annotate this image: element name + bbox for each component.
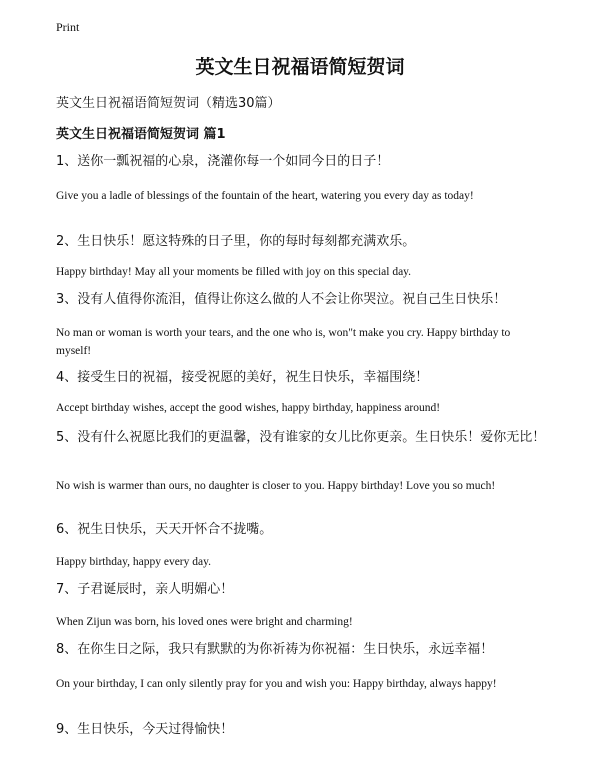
chinese-line-4: 4、接受生日的祝福，接受祝愿的美好，祝生日快乐，幸福围绕！ <box>56 370 429 385</box>
section-heading: 英文生日祝福语简短贺词 篇1 <box>56 127 226 142</box>
chinese-line-8: 8、在你生日之际，我只有默默的为你祈祷为你祝福：生日快乐，永远幸福！ <box>56 642 494 657</box>
chinese-line-3: 3、没有人值得你流泪，值得让你这么做的人不会让你哭泣。祝自己生日快乐！ <box>56 292 507 307</box>
chinese-line-7: 7、子君诞辰时，亲人明媚心！ <box>56 582 234 597</box>
english-line-2: Happy birthday! May all your moments be filled with joy on this special day. <box>56 266 412 278</box>
english-line-5: No wish is warmer than ours, no daughter is closer to you. Happy birthday! Love you so much! <box>56 480 496 492</box>
chinese-line-1: 1、送你一瓢祝福的心泉，浇灌你每一个如同今日的日子！ <box>56 154 390 169</box>
english-line-8: On your birthday, I can only silently pray for you and wish you: Happy birthday, always happy! <box>56 678 497 690</box>
english-line-7: When Zijun was born, his loved ones were bright and charming! <box>56 616 353 628</box>
print-link[interactable]: Print <box>56 20 80 34</box>
chinese-line-5: 5、没有什么祝愿比我们的更温馨，没有谁家的女儿比你更亲。生日快乐！爱你无比！ <box>56 430 546 445</box>
english-line-6: Happy birthday, happy every day. <box>56 556 211 568</box>
chinese-line-2: 2、生日快乐！愿这特殊的日子里，你的每时每刻都充满欢乐。 <box>56 234 416 249</box>
chinese-line-6: 6、祝生日快乐，天天开怀合不拢嘴。 <box>56 522 273 537</box>
english-line-3: No man or woman is worth your tears, and the one who is, won"t make you cry. Happy birthday to myself! <box>56 327 511 357</box>
chinese-line-9: 9、生日快乐，今天过得愉快！ <box>56 722 234 737</box>
page-title: 英文生日祝福语简短贺词 <box>195 56 405 78</box>
english-line-1: Give you a ladle of blessings of the fountain of the heart, watering you every day as today! <box>56 190 474 202</box>
english-line-4: Accept birthday wishes, accept the good wishes, happy birthday, happiness around! <box>56 402 441 414</box>
subtitle: 英文生日祝福语简短贺词（精选30篇） <box>56 96 281 111</box>
